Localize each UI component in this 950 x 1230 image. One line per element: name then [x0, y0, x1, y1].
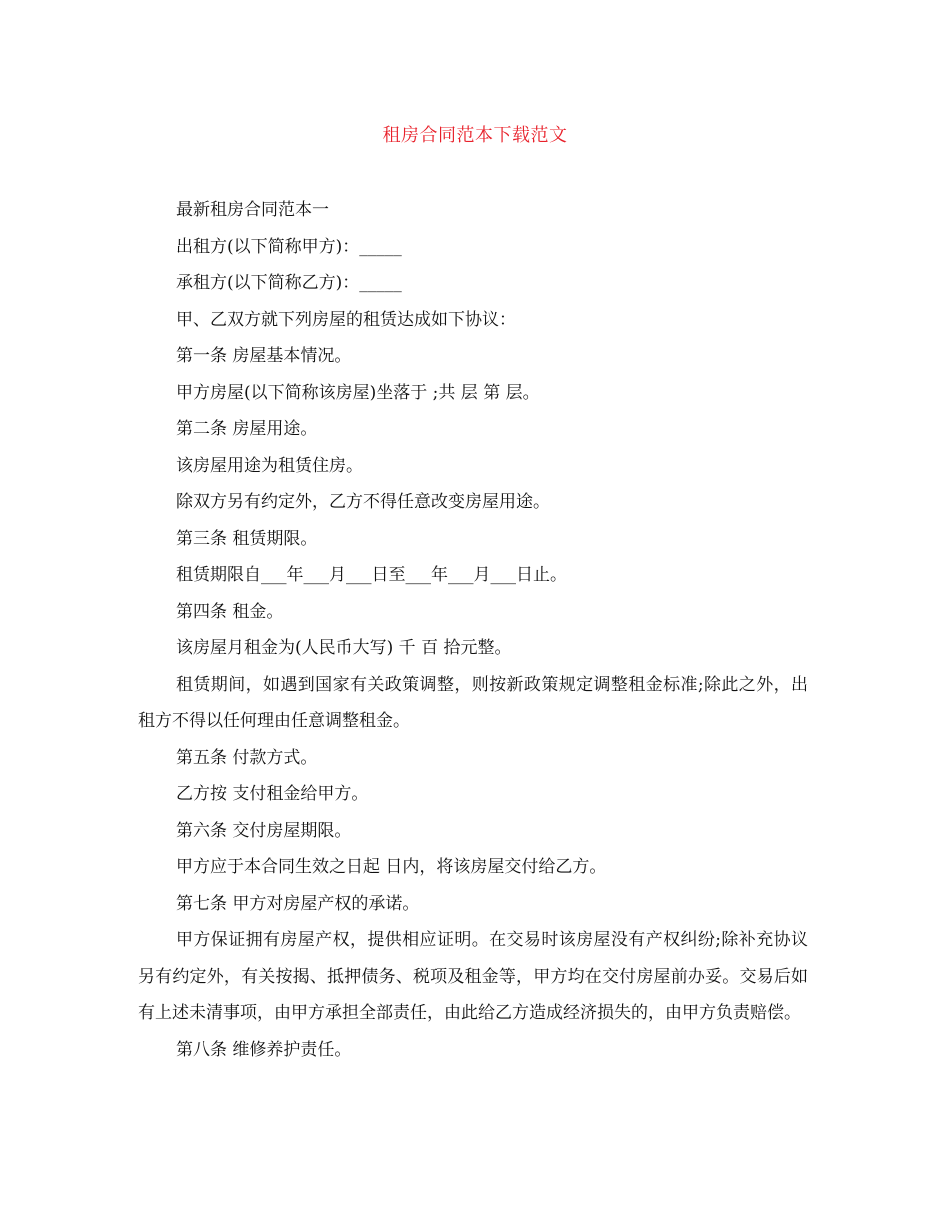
paragraph: 该房屋用途为租赁住房。 [176, 455, 363, 476]
paragraph: 甲方房屋(以下简称该房屋)坐落于 ;共 层 第 层。 [176, 382, 540, 403]
paragraph: 除双方另有约定外，乙方不得任意改变房屋用途。 [176, 492, 550, 512]
paragraph: 第七条 甲方对房屋产权的承诺。 [176, 893, 420, 914]
paragraph: 承租方(以下简称乙方)：_____ [176, 273, 402, 293]
paragraph: 该房屋月租金为(人民币大写) 千 百 拾元整。 [176, 638, 512, 658]
document-title: 租房合同范本下载范文 [382, 125, 568, 146]
paragraph: 甲、乙双方就下列房屋的租赁达成如下协议： [176, 309, 516, 330]
paragraph: 甲方应于本合同生效之日起 日内，将该房屋交付给乙方。 [176, 857, 607, 877]
paragraph: 最新租房合同范本一 [176, 200, 329, 220]
paragraph: 租赁期间，如遇到国家有关政策调整，则按新政策规定调整租金标准;除此之外，出租方不得以任何理由任意调整租金。 [138, 674, 808, 731]
paragraph: 租赁期限自___年___月___日至___年___月___日止。 [176, 565, 567, 585]
paragraph: 乙方按 支付租金给甲方。 [176, 784, 369, 804]
paragraph: 第五条 付款方式。 [176, 747, 318, 768]
paragraph: 第三条 租赁期限。 [176, 528, 318, 549]
paragraph: 第一条 房屋基本情况。 [176, 346, 352, 366]
paragraph: 第六条 交付房屋期限。 [176, 820, 352, 841]
paragraph: 甲方保证拥有房屋产权，提供相应证明。在交易时该房屋没有产权纠纷;除补充协议另有约定外，有关按揭、抵押债务、税项及租金等，甲方均在交付房屋前办妥。交易后如有上述未清事项，由甲方承担全部责任，由此给乙方造成经济损失的，由甲方负责赔偿。 [138, 930, 808, 1023]
paragraph: 第二条 房屋用途。 [176, 419, 318, 439]
paragraph: 第八条 维修养护责任。 [176, 1039, 352, 1060]
paragraph: 出租方(以下简称甲方)：_____ [176, 236, 402, 257]
document-body [138, 192, 808, 1068]
paragraph: 第四条 租金。 [176, 601, 284, 622]
